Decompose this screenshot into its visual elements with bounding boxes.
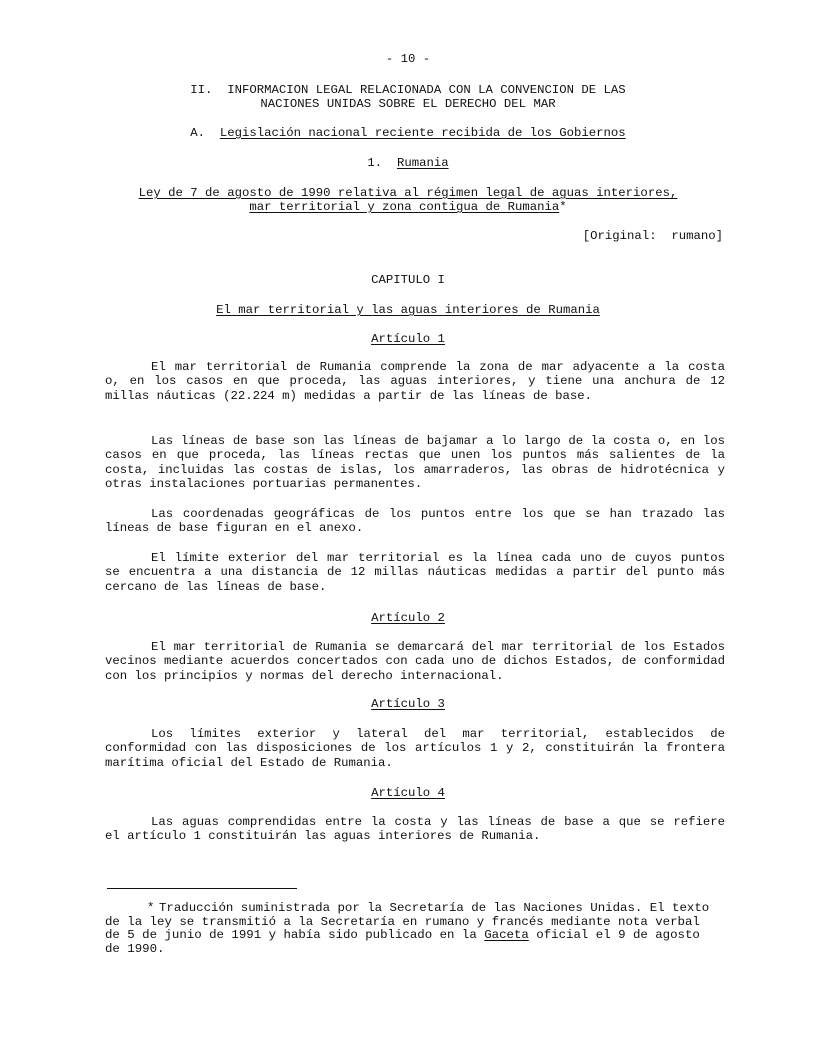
article-1-paragraph-2: Las líneas de base son las líneas de bajamar a lo largo de la costa o, en los casos en que proceda, las líneas rectas que unen los puntos más salientes de la costa, incluidas las costas de islas, los amarraderos, las obras de hidrotécnica y otras instalaciones portuarias permanentes. [105, 434, 725, 492]
law-title-line2: mar territorial y zona contigua de Rumania [249, 200, 560, 214]
footnote-gazette: Gaceta [484, 928, 529, 943]
section-a-heading [0, 126, 816, 140]
country-prefix: 1. [367, 156, 383, 170]
country-name: Rumania [396, 156, 449, 170]
section-ii-heading-line2: NACIONES UNIDAS SOBRE EL DERECHO DEL MAR [260, 97, 556, 111]
section-a-title: Legislación nacional reciente recibida de los Gobiernos [219, 126, 626, 140]
law-title-line2-row [0, 200, 816, 214]
article-2-paragraph-1: El mar territorial de Rumania se demarcará del mar territorial de los Estados vecinos mediante acuerdos concertados con cada uno de dichos Estados, de conformidad con los principios y normas del derecho internacional. [105, 640, 725, 683]
article-4-paragraph-1: Las aguas comprendidas entre la costa y las líneas de base a que se refiere el artículo 1 constituirán las aguas interiores de Rumania. [105, 815, 725, 844]
law-title-line1: Ley de 7 de agosto de 1990 relativa al régimen legal de aguas interiores, [138, 186, 678, 200]
footnote-marker: * [147, 901, 155, 915]
article-2-heading: Artículo 2 [371, 611, 445, 625]
chapter-title: El mar territorial y las aguas interiores de Rumania [216, 303, 600, 317]
article-1-paragraph-3: Las coordenadas geográficas de los puntos entre los que se han trazado las líneas de base figuran en el anexo. [105, 507, 725, 536]
country-heading [0, 156, 816, 170]
article-1-paragraph-4: El límite exterior del mar territorial es la línea cada uno de cuyos puntos se encuentra a una distancia de 12 millas náuticas medidas a partir del punto más cercano de las líneas de base. [105, 551, 725, 594]
page-number: - 10 - [385, 52, 431, 66]
article-1-paragraph-1: El mar territorial de Rumania comprende la zona de mar adyacente a la costa o, en los casos en que proceda, las aguas interiores, y tiene una anchura de 12 millas náuticas (22.224 m) medidas a partir de las líneas de base. [105, 360, 725, 403]
original-language-note: [Original: rumano] [582, 229, 723, 243]
chapter-heading: CAPITULO I [371, 273, 445, 287]
footnote-text-before: Traducción suministrada por la Secretaría de las Naciones Unidas. El texto de la ley se transmitió a la Secretaría en rumano y francés mediante nota verbal de 5 de junio de 1991 y había sido publicado en la [105, 901, 710, 943]
footnote-separator [107, 888, 297, 889]
article-1-heading: Artículo 1 [371, 332, 445, 346]
section-a-prefix: A. [190, 126, 206, 140]
article-3-heading: Artículo 3 [371, 697, 445, 711]
section-ii-heading-line1: II. INFORMACION LEGAL RELACIONADA CON LA CONVENCION DE LAS [190, 83, 626, 97]
law-title-footnote-marker: * [559, 200, 567, 214]
footnote [105, 902, 720, 956]
article-3-paragraph-1: Los límites exterior y lateral del mar territorial, establecidos de conformidad con las disposiciones de los artículos 1 y 2, constituirán la frontera marítima oficial del Estado de Rumania. [105, 727, 725, 770]
article-4-heading: Artículo 4 [371, 786, 445, 800]
footnote-text-after: oficial el 9 de agosto de 1990. [105, 928, 700, 956]
